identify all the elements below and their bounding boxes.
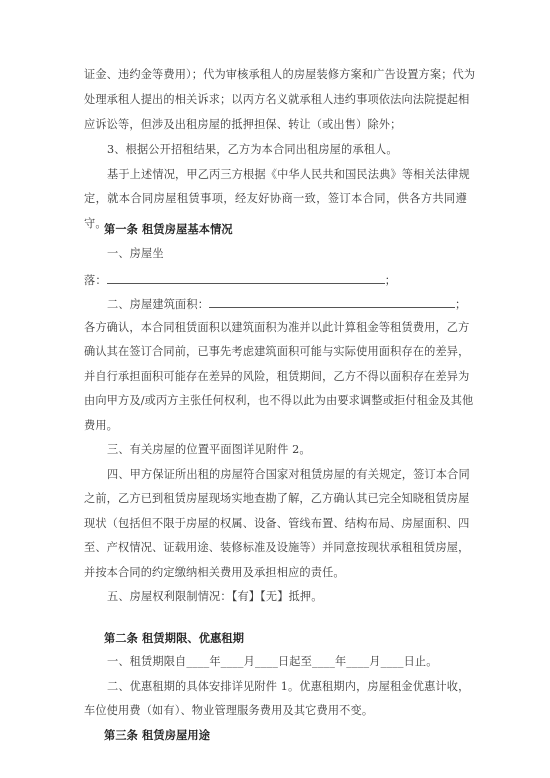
paragraph-line: 至、产权情况、证载用途、装修标准及设施等）并同意按现状承租租赁房屋， xyxy=(84,541,470,554)
paragraph-line: 之前，乙方已到租赁房屋现场实地查勘了解，乙方确认其已完全知晓租赁房屋 xyxy=(84,492,470,505)
paragraph-line: 确认其在签订合同前，已事先考虑建筑面积可能与实际使用面积存在的差异， xyxy=(84,345,470,358)
area-field xyxy=(107,296,466,312)
article-heading: 第二条 租赁期限、优惠租期 xyxy=(104,631,245,645)
paragraph-line: 三、有关房屋的位置平面图详见附件 2。 xyxy=(107,443,311,456)
paragraph-line: 并自行承担面积可能存在差异的风险，租赁期间，乙方不得以面积存在差异为 xyxy=(84,370,470,383)
paragraph-line: 五、房屋权利限制情况：【有】【无】抵押。 xyxy=(107,590,323,603)
field-label-location: 一、房屋坐 xyxy=(107,247,164,260)
paragraph-line: 一、租赁期限自____年____月____日起至____年____月____日止。 xyxy=(107,655,438,668)
field-label-area: 二、房屋建筑面积： xyxy=(107,298,210,311)
paragraph-line: 处理承租人提出的相关诉求；以丙方名义就承租人违约事项依法向法院提起相 xyxy=(84,93,470,106)
paragraph-line: 四、甲方保证所出租的房屋符合国家对租赁房屋的有关规定，签订本合同 xyxy=(107,468,470,481)
field-terminator: ； xyxy=(384,274,397,287)
paragraph-line: 3、根据公开招租结果，乙方为本合同出租房屋的承租人。 xyxy=(107,143,398,156)
article-heading: 第三条 租赁房屋用途 xyxy=(104,728,211,742)
paragraph-line: 车位使用费（如有）、物业管理服务费用及其它费用不变。 xyxy=(84,704,374,717)
paragraph-line: 并按本合同的约定缴纳相关费用及承担相应的责任。 xyxy=(84,566,345,579)
paragraph-line: 二、优惠租期的具体安排详见附件 1。优惠租期内，房屋租金优惠计收， xyxy=(107,680,470,693)
paragraph-line: 现状（包括但不限于房屋的权属、设备、管线布置、结构布局、房屋面积、四 xyxy=(84,517,470,530)
paragraph-line: 定，就本合同房屋租赁事项，经友好协商一致，签订本合同，供各方共同遵 xyxy=(84,192,467,205)
paragraph-line: 各方确认，本合同租赁面积以建筑面积为准并以此计算租金等租赁费用，乙方 xyxy=(84,321,470,334)
location-field xyxy=(84,272,396,288)
paragraph-line: 应诉讼等，但涉及出租房屋的抵押担保、转让（或出售）除外； xyxy=(84,118,402,131)
location-blank-line xyxy=(107,272,385,284)
field-terminator: ； xyxy=(455,298,467,311)
paragraph-line: 证金、违约金等费用）；代为审核承租人的房屋装修方案和广告设置方案；代为 xyxy=(84,68,476,81)
paragraph-line: 基于上述情况，甲乙丙三方根据《中华人民共和国民法典》等相关法律规 xyxy=(107,168,470,181)
paragraph-line: 费用。 xyxy=(84,419,119,432)
article-heading: 第一条 租赁房屋基本情况 xyxy=(104,222,233,236)
field-label-location-cont: 落： xyxy=(84,274,107,287)
paragraph-line: 由向甲方及/或丙方主张任何权利，也不得以此为由要求调整或拒付租金及其他 xyxy=(84,394,474,407)
area-blank-line xyxy=(209,296,455,308)
paragraph-line: 守。 xyxy=(84,217,107,230)
